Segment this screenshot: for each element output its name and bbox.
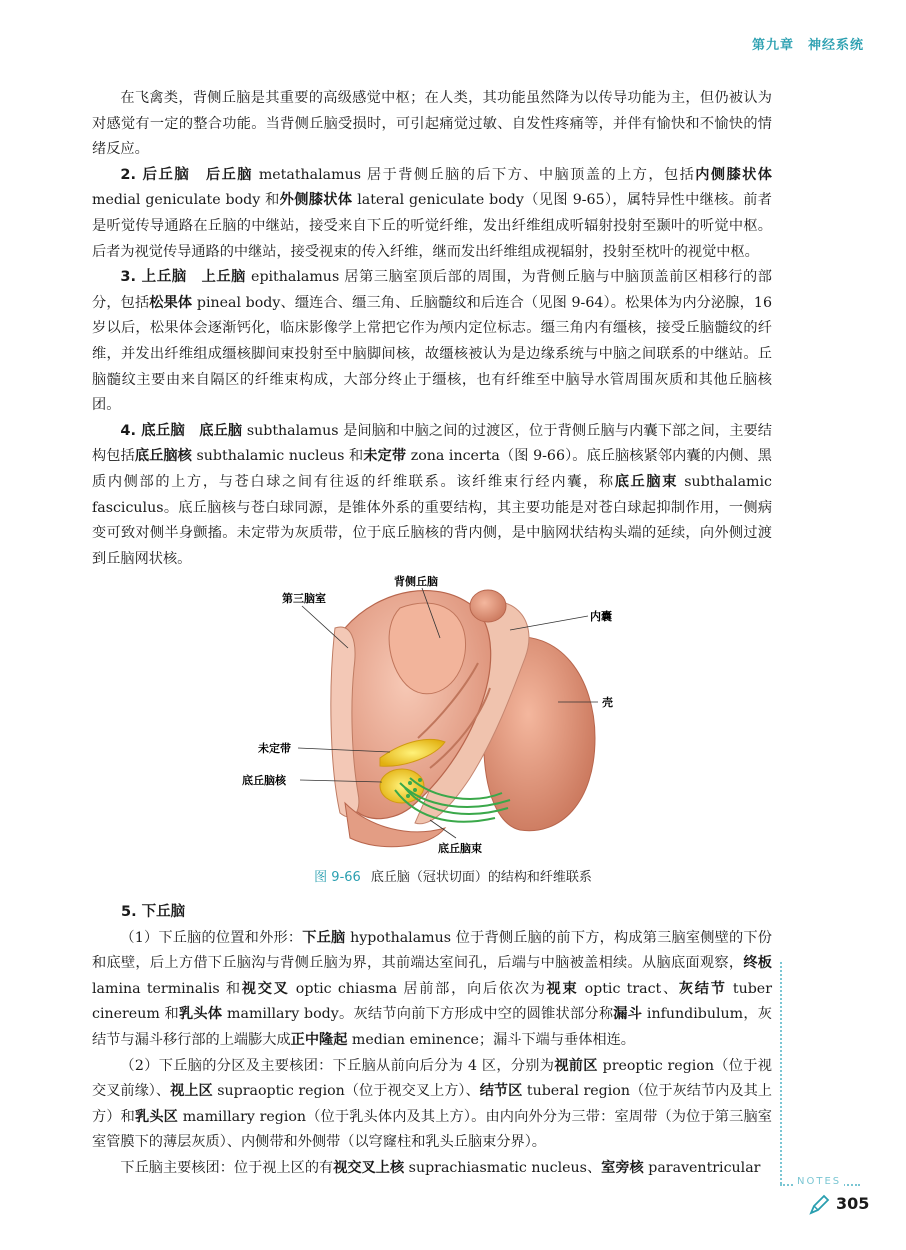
paragraph-hypothalamus-nuclei: 下丘脑主要核团：位于视上区的有视交叉上核 suprachiasmatic nucleus、室旁核 paraventricular: [120, 1159, 761, 1176]
figure-number: 图 9-66: [314, 870, 361, 885]
section-heading: 3. 上丘脑: [120, 269, 187, 286]
section-heading: 5. 下丘脑: [121, 904, 186, 920]
figure-caption-text: 底丘脑（冠状切面）的结构和纤维联系: [370, 870, 592, 885]
paragraph-epithalamus: 3. 上丘脑 上丘脑 epithalamus 居第三脑室顶后部的周围，为背侧丘脑与中脑顶盖前区相移行的部分，包括松果体 pineal body、缰连合、缰三角、丘脑髓纹和后连合（见图 9-64）。松果体为内分泌腺，16 岁以后，松果体会逐渐钙化，临床影像学上常把它作为颅内定位标志。缰三角内有缰核，接受丘脑髓纹的纤维，并发出纤维组成缰核脚间束投射至中脑脚间核，故缰核被认为是边缘系统与中脑之间联系的中继站。丘脑髓纹主要由来自隔区的纤维束构成，大部分终止于缰核，也有纤维至中脑导水管周围灰质和其他丘脑核团。: [92, 269, 772, 414]
term: 上丘脑: [201, 269, 246, 286]
term: 底丘脑: [199, 422, 243, 439]
main-text: [92, 86, 772, 572]
label-subthalamic-nucleus: 底丘脑核: [242, 774, 286, 787]
section-heading: 4. 底丘脑: [120, 422, 185, 439]
figure-caption: [0, 866, 906, 885]
label-internal-capsule: 内囊: [590, 610, 612, 623]
figure-subthalamus: [240, 568, 640, 858]
label-subthalamic-fasciculus: 底丘脑束: [438, 842, 482, 855]
notes-margin-line: [780, 962, 782, 1184]
paragraph-intro: 在飞禽类，背侧丘脑是其重要的高级感觉中枢；在人类，其功能虽然降为以传导功能为主，但仍被认为对感觉有一定的整合功能。当背侧丘脑受损时，可引起痛觉过敏、自发性疼痛等，并伴有愉快和不愉快的情绪反应。: [92, 90, 772, 158]
label-third-ventricle: 第三脑室: [282, 592, 326, 605]
anatomy-illustration: [240, 568, 640, 858]
paragraph-hypothalamus-regions: （2）下丘脑的分区及主要核团：下丘脑从前向后分为 4 区，分别为视前区 preoptic region（位于视交叉前缘）、视上区 supraoptic region（位于视交叉上方）、结节区 tuberal region（位于灰结节内及其上方）和乳头区 mamillary region（位于乳头体内及其上方）。由内向外分为三带：室周带（为位于第三脑室室管膜下的薄层灰质）、内侧带和外侧带（以穹窿柱和乳头丘脑束分界）。: [92, 1057, 772, 1151]
label-putamen: 壳: [602, 696, 613, 709]
paragraph-subthalamus: 4. 底丘脑 底丘脑 subthalamus 是间脑和中脑之间的过渡区，位于背侧丘脑与内囊下部之间，主要结构包括底丘脑核 subthalamic nucleus 和未定带 zona incerta（图 9-66）。底丘脑核紧邻内囊的内侧、黑质内侧部的上方，与苍白球之间有往返的纤维联系。该纤维束行经内囊，称底丘脑束 subthalamic fasciculus。底丘脑核与苍白球同源，是锥体外系的重要结构，其主要功能是对苍白球起抑制作用，一侧病变可致对侧半身颤搐。未定带为灰质带，位于底丘脑核的背内侧，是中脑网状结构头端的延续，向外侧过渡到丘脑网状核。: [92, 422, 772, 567]
notes-label: NOTES: [794, 1176, 844, 1187]
page-number: 305: [836, 1194, 870, 1213]
hypothalamus-section: [92, 900, 772, 1182]
label-zona-incerta: 未定带: [258, 742, 291, 755]
paragraph-metathalamus: 2. 后丘脑 后丘脑 metathalamus 居于背侧丘脑的后下方、中脑顶盖的上方，包括内侧膝状体 medial geniculate body 和外侧膝状体 lateral geniculate body（见图 9-65），属特异性中继核。前者是听觉传导通路在丘脑的中继站，接受来自下丘的听觉纤维，发出纤维组成听辐射投射至颞叶的听觉中枢。后者为视觉传导通路的中继站，接受视束的传入纤维，继而发出纤维组成视辐射，投射至枕叶的视觉中枢。: [92, 166, 772, 260]
chapter-header: 第九章 神经系统: [751, 38, 864, 53]
label-dorsal-thalamus: 背侧丘脑: [394, 575, 438, 588]
term: 后丘脑: [205, 166, 253, 183]
paragraph-hypothalamus-position: （1）下丘脑的位置和外形：下丘脑 hypothalamus 位于背侧丘脑的前下方，构成第三脑室侧壁的下份和底壁，后上方借下丘脑沟与背侧丘脑为界，其前端达室间孔，后端与中脑被盖相续。从脑底面观察，终板 lamina terminalis 和视交叉 optic chiasma 居前部，向后依次为视束 optic tract、灰结节 tuber cinereum 和乳头体 mamillary body。灰结节向前下方形成中空的圆锥状部分称漏斗 infundibulum，灰结节与漏斗移行部的上端膨大成正中隆起 median eminence；漏斗下端与垂体相连。: [92, 929, 772, 1048]
section-heading: 2. 后丘脑: [120, 166, 191, 183]
pen-icon: [808, 1194, 830, 1216]
